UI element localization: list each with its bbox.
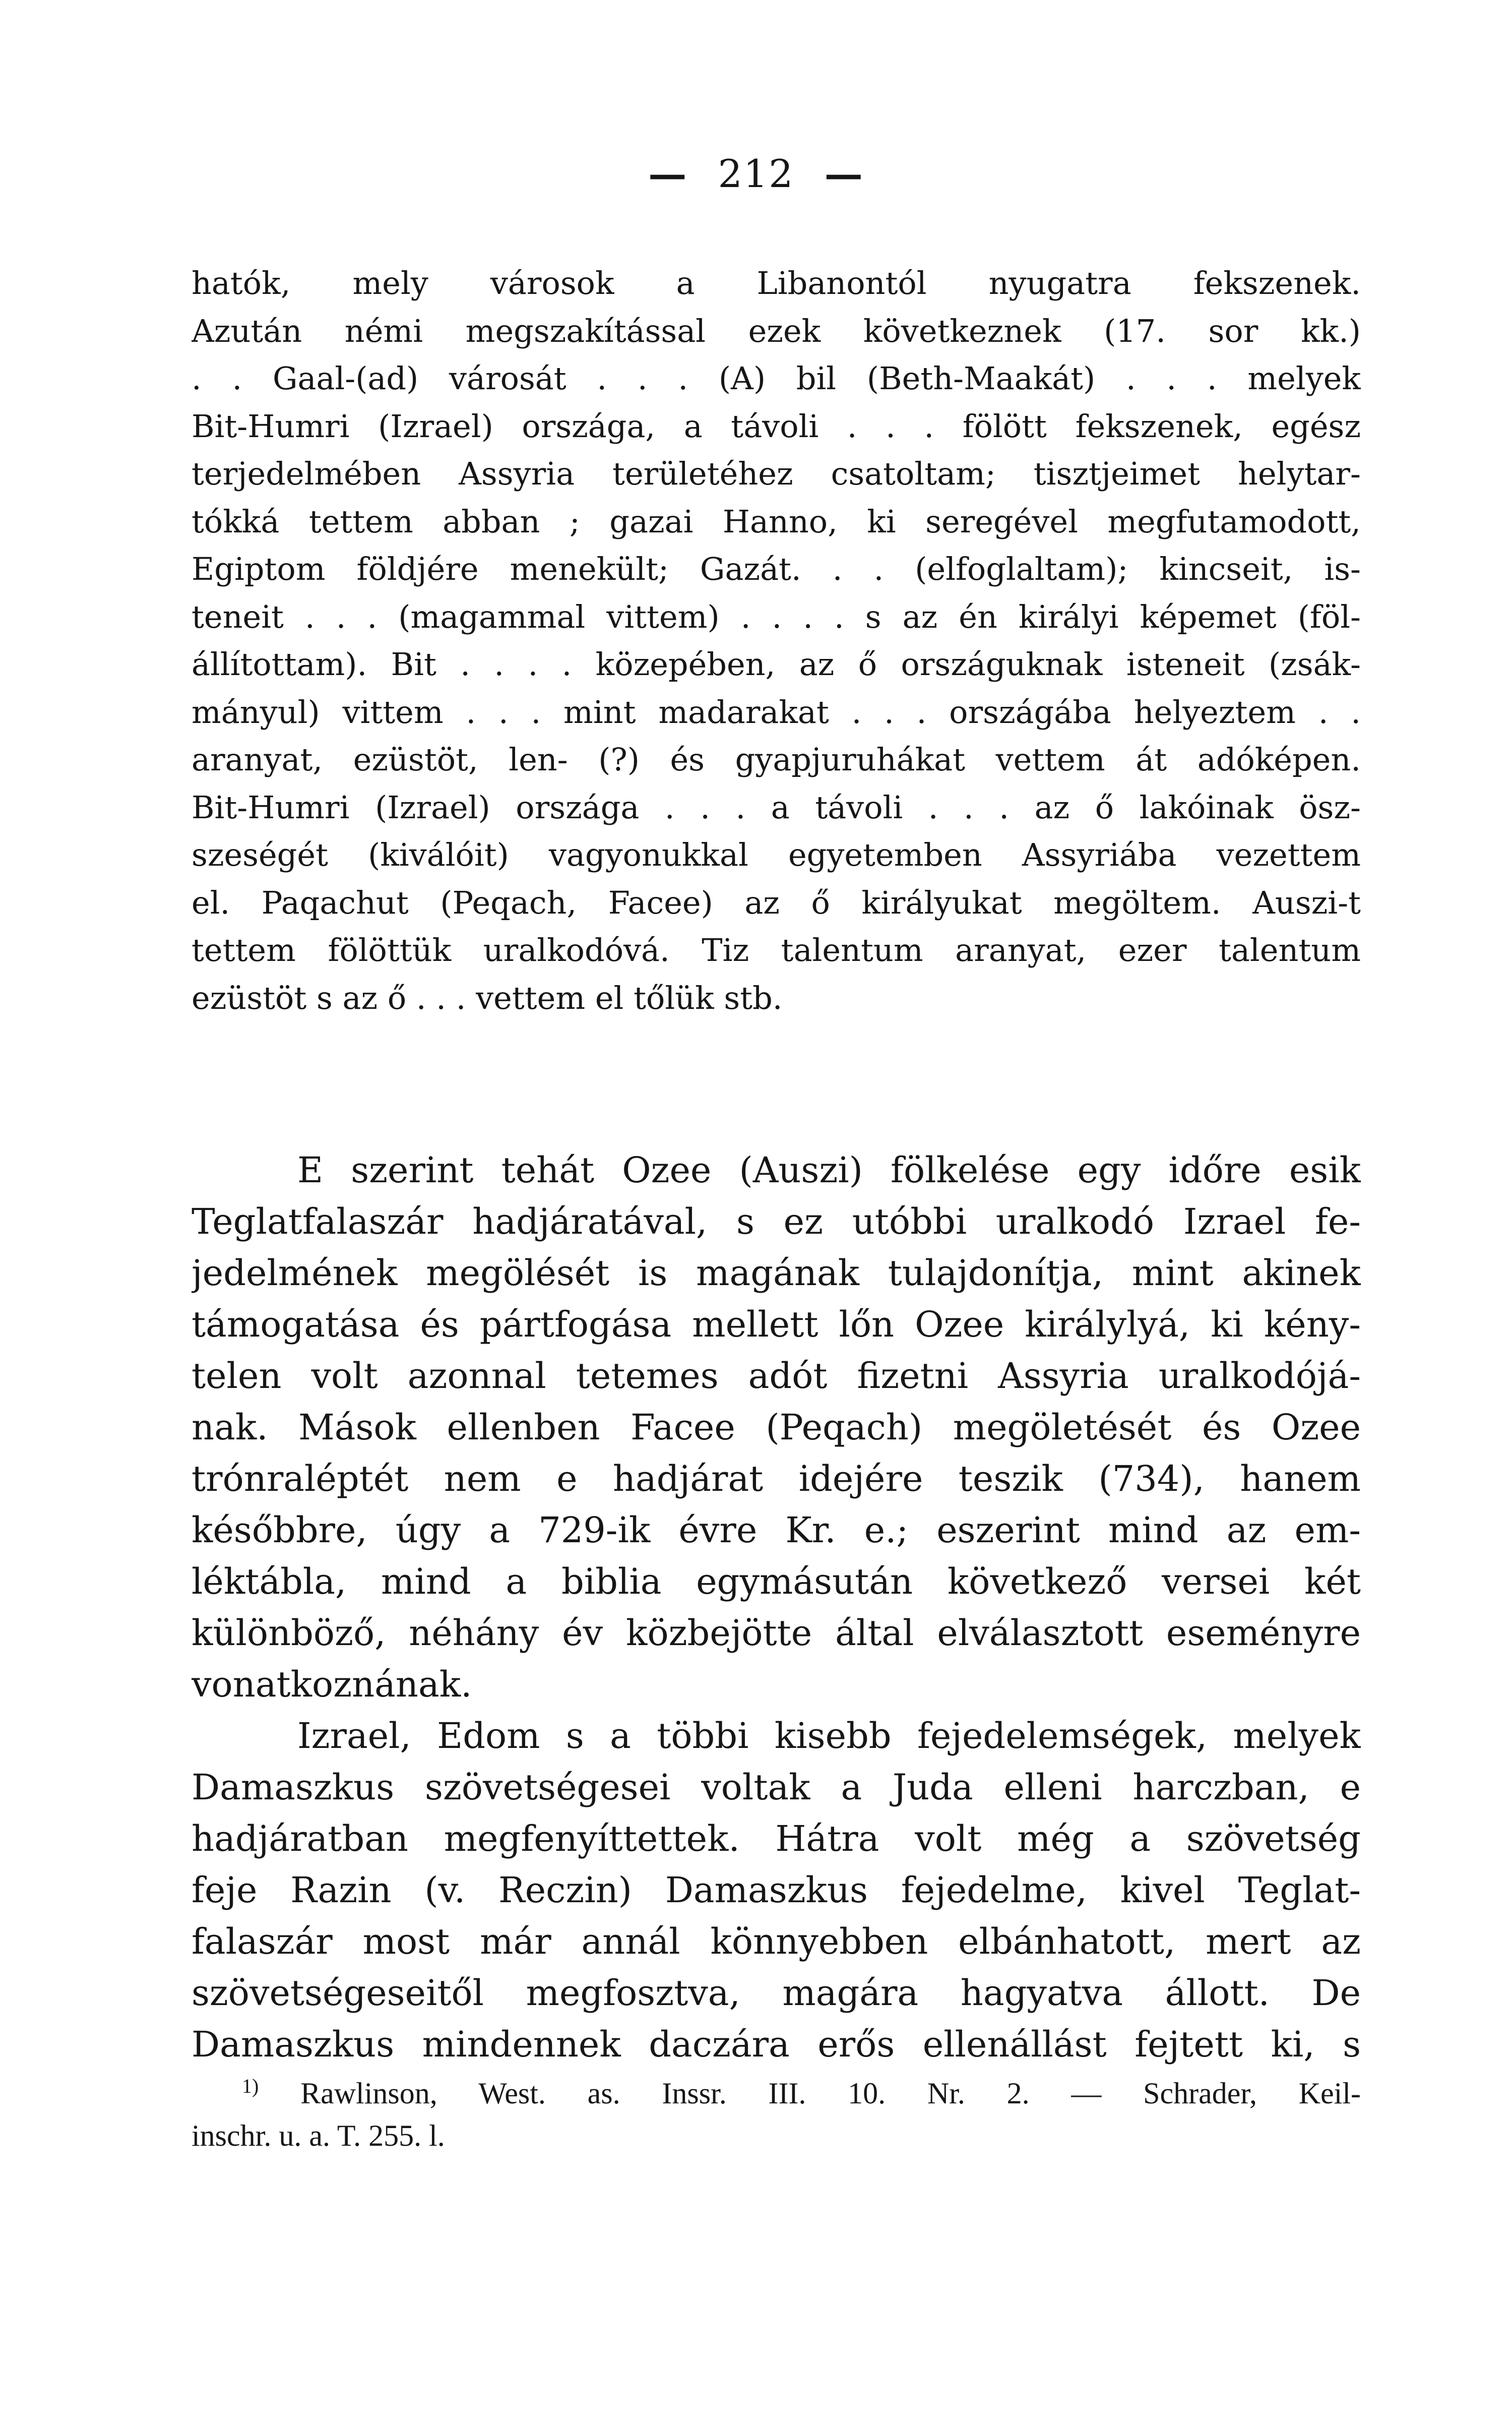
- text-line: ezüstöt s az ő . . . vettem el tőlük stb.: [192, 979, 783, 1016]
- quoted-inscription: [192, 260, 1361, 1022]
- footnote: [192, 2072, 1361, 2157]
- footnote-marker: 1): [242, 2075, 259, 2097]
- text-line: Bit-Humri (Izrael) országa . . . a távoli . . . az ő lakóinak ösz-: [192, 789, 1361, 826]
- body-text: [192, 1144, 1361, 2070]
- footnote-line: inschr. u. a. T. 255. l.: [192, 2119, 445, 2152]
- header-dash-left: —: [648, 151, 688, 196]
- text-line: Egiptom földjére menekült; Gazát. . . (elfoglaltam); kincseit, is-: [192, 551, 1361, 587]
- text-line: trónraléptét nem e hadjárat idejére teszik (734), hanem: [192, 1458, 1361, 1499]
- text-line: támogatása és pártfogása mellett lőn Ozee királylyá, ki kény-: [192, 1304, 1361, 1345]
- text-line: állítottam). Bit . . . . közepében, az ő országuknak isteneit (zsák-: [192, 646, 1361, 683]
- text-line: vonatkoznának.: [192, 1664, 472, 1705]
- text-line: tókká tettem abban ; gazai Hanno, ki seregével megfutamodott,: [192, 503, 1361, 540]
- text-line: feje Razin (v. Reczin) Damaszkus fejedelme, kivel Teglat-: [192, 1869, 1361, 1911]
- text-line: Bit-Humri (Izrael) országa, a távoli . . . fölött fekszenek, egész: [192, 407, 1361, 445]
- text-line: későbbre, úgy a 729-ik évre Kr. e.; eszerint mind az em-: [192, 1509, 1361, 1551]
- text-line: terjedelmében Assyria területéhez csatoltam; tisztjeimet helytar-: [192, 455, 1361, 492]
- text-line: mányul) vittem . . . mint madarakat . . . országába helyeztem . .: [192, 693, 1361, 731]
- text-line: tettem fölöttük uralkodóvá. Tiz talentum aranyat, ezer talentum: [192, 932, 1361, 969]
- text-line: Azután némi megszakítással ezek következnek (17. sor kk.): [192, 312, 1361, 349]
- text-line: nak. Mások ellenben Facee (Peqach) megöletését és Ozee: [192, 1407, 1361, 1448]
- text-line: telen volt azonnal tetemes adót fizetni Assyria uralkodójá-: [192, 1355, 1361, 1397]
- header-dash-right: —: [824, 151, 864, 196]
- text-line: jedelmének megölését is magának tulajdonítja, mint akinek: [192, 1252, 1361, 1294]
- text-line: különböző, néhány év közbejötte által elválasztott eseményre: [192, 1612, 1361, 1654]
- text-line: Damaszkus mindennek daczára erős ellenállást fejtett ki, s: [192, 2024, 1361, 2065]
- text-line: hatók, mely városok a Libanontól nyugatra fekszenek.: [192, 265, 1361, 301]
- paragraph-first-line: Izrael, Edom s a többi kisebb fejedelemségek, melyek: [297, 1715, 1361, 1757]
- footnote-text: Rawlinson, West. as. Inssr. III. 10. Nr. 2. — Schrader, Keil-: [300, 2077, 1361, 2110]
- text-line: szövetségeseitől megfosztva, magára hagyatva állott. De: [192, 1972, 1361, 2014]
- footnote-line: [192, 2072, 1361, 2114]
- page-header: [0, 151, 1512, 197]
- text-line: léktábla, mind a biblia egymásután következő versei két: [192, 1561, 1361, 1602]
- text-line: . . Gaal-(ad) városát . . . (A) bil (Beth-Maakát) . . . melyek: [192, 360, 1361, 397]
- page-number: 212: [718, 151, 794, 196]
- text-line: szeségét (kiválóit) vagyonukkal egyetemben Assyriába vezettem: [192, 836, 1361, 873]
- text-line: aranyat, ezüstöt, len- (?) és gyapjuruhákat vettem át adóképen.: [192, 741, 1361, 778]
- text-line: teneit . . . (magammal vittem) . . . . s az én királyi képemet (föl-: [192, 598, 1361, 635]
- text-line: hadjáratban megfenyíttettek. Hátra volt még a szövetség: [192, 1818, 1361, 1859]
- paragraph-first-line: E szerint tehát Ozee (Auszi) fölkelése egy időre esik: [297, 1150, 1361, 1191]
- text-line: el. Paqachut (Peqach, Facee) az ő királyukat megöltem. Auszi-t: [192, 884, 1361, 921]
- text-line: Damaszkus szövetségesei voltak a Juda elleni harczban, e: [192, 1767, 1361, 1808]
- text-line: Teglatfalaszár hadjáratával, s ez utóbbi uralkodó Izrael fe-: [192, 1201, 1361, 1242]
- text-line: falaszár most már annál könnyebben elbánhatott, mert az: [192, 1921, 1361, 1962]
